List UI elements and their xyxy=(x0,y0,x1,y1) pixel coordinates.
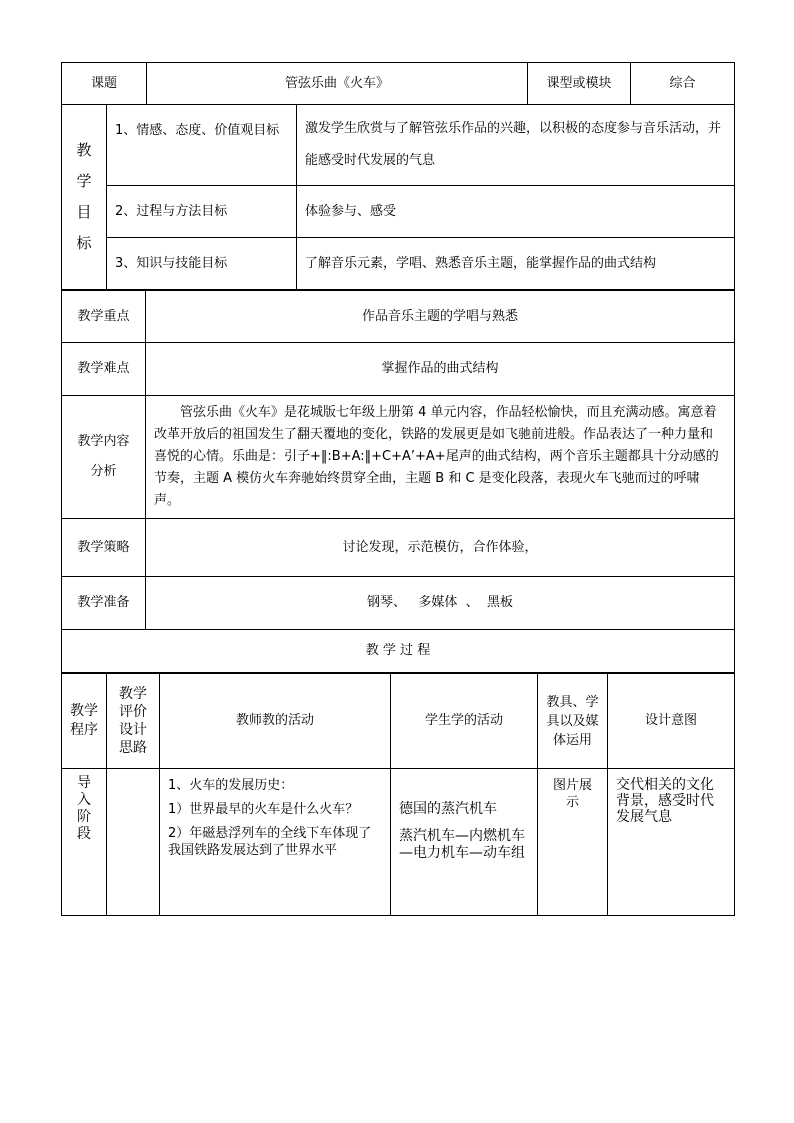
key-point-row xyxy=(62,291,735,343)
preparation-label: 教学准备 xyxy=(62,577,146,630)
lesson-type-value: 综合 xyxy=(631,63,735,105)
tools-media: 图片展示 xyxy=(538,769,608,916)
header-design-intent: 设计意图 xyxy=(608,674,735,769)
header-student-activity: 学生学的活动 xyxy=(391,674,538,769)
lesson-detail-table xyxy=(61,290,735,673)
process-title-row xyxy=(62,630,735,673)
student-activity-item: 德国的蒸汽机车 xyxy=(399,801,497,817)
topic-value: 管弦乐曲《火车》 xyxy=(147,63,528,105)
objectives-label: 教 学 目 标 xyxy=(62,105,107,290)
difficulty-value: 掌握作品的曲式结构 xyxy=(146,343,735,396)
key-point-value: 作品音乐主题的学唱与熟悉 xyxy=(146,291,735,343)
process-table xyxy=(61,673,735,916)
header-teacher-activity: 教师教的活动 xyxy=(160,674,391,769)
analysis-row xyxy=(62,396,735,519)
lesson-info-table xyxy=(61,62,735,290)
process-evaluation xyxy=(107,769,160,916)
strategy-value: 讨论发现，示范模仿，合作体验， xyxy=(146,519,735,577)
objective-name: 3、知识与技能目标 xyxy=(107,238,297,290)
strategy-label: 教学策略 xyxy=(62,519,146,577)
preparation-value: 钢琴、 多媒体 、 黑板 xyxy=(146,577,735,630)
objective-row xyxy=(62,238,735,290)
teacher-activity-item: 1）世界最早的火车是什么火车？ xyxy=(168,802,359,817)
objective-name: 2、过程与方法目标 xyxy=(107,186,297,238)
difficulty-label: 教学难点 xyxy=(62,343,146,396)
header-row xyxy=(62,63,735,105)
header-evaluation: 教学评价 设计思路 xyxy=(107,674,160,769)
student-activity-item: 蒸汽机车—内燃机车—电力机车—动车组 xyxy=(399,828,525,861)
strategy-row xyxy=(62,519,735,577)
teacher-activity xyxy=(160,769,391,916)
objective-value: 体验参与、感受 xyxy=(297,186,735,238)
objective-row xyxy=(62,186,735,238)
header-tools-media: 教具、学具以及媒体运用 xyxy=(538,674,608,769)
difficulty-row xyxy=(62,343,735,396)
objective-value: 激发学生欣赏与了解管弦乐作品的兴趣，以积极的态度参与音乐活动，并能感受时代发展的气息 xyxy=(297,105,735,186)
objective-row xyxy=(62,105,735,186)
student-activity xyxy=(391,769,538,916)
process-header-row xyxy=(62,674,735,769)
lesson-plan-sheet xyxy=(61,62,734,916)
teacher-activity-item: 1、火车的发展历史： xyxy=(168,778,294,793)
objective-name: 1、情感、态度、价值观目标 xyxy=(107,105,297,186)
header-procedure: 教学程序 xyxy=(62,674,107,769)
analysis-label: 教学内容 分析 xyxy=(62,396,146,519)
process-row xyxy=(62,769,735,916)
process-title: 教 学 过 程 xyxy=(62,630,735,673)
topic-label: 课题 xyxy=(62,63,147,105)
preparation-row xyxy=(62,577,735,630)
process-stage: 导入阶段 xyxy=(62,769,107,916)
design-intent: 交代相关的文化背景，感受时代发展气息 xyxy=(608,769,735,916)
analysis-value: 管弦乐曲《火车》是花城版七年级上册第 4 单元内容，作品轻松愉快，而且充满动感。寓意着改革开放后的祖国发生了翻天覆地的变化，铁路的发展更是如飞驰前进般。作品表达了一种力量和喜悦的心情。乐曲是：引子+‖:B+A:‖+C+A’+A+尾声的曲式结构，两个音乐主题都具十分动感的节奏，主题 A 模仿火车奔驰始终贯穿全曲，主题 B 和 C 是变化段落，表现火车飞驰而过的呼啸声。 xyxy=(146,396,735,519)
teacher-activity-item: 2）年磁悬浮列车的全线下车体现了我国铁路发展达到了世界水平 xyxy=(168,826,372,858)
key-point-label: 教学重点 xyxy=(62,291,146,343)
lesson-type-label: 课型或模块 xyxy=(528,63,631,105)
objective-value: 了解音乐元素，学唱、熟悉音乐主题，能掌握作品的曲式结构 xyxy=(297,238,735,290)
